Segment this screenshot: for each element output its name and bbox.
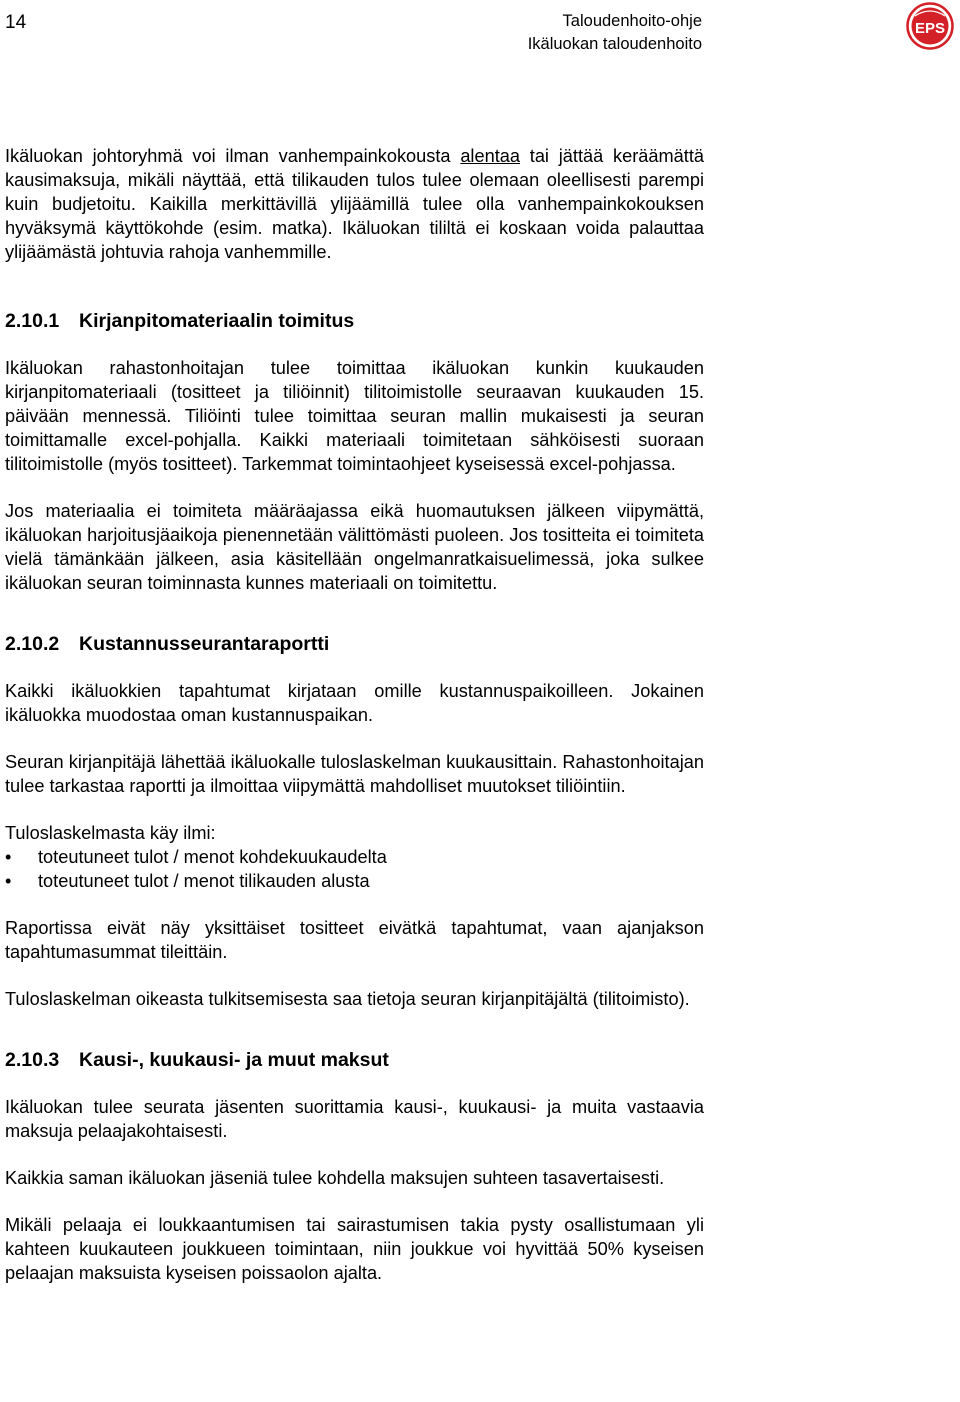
list-item: • toteutuneet tulot / menot tilikauden alusta [5,871,370,891]
paragraph: Seuran kirjanpitäjä lähettää ikäluokalle tuloslaskelman kuukausittain. Rahastonhoitajan tulee tarkastaa raportti ja ilmoittaa viipymättä mahdolliset muutokset tiliöintiin. [5,752,704,796]
paragraph: Jos materiaalia ei toimiteta määräajassa eikä huomautuksen jälkeen viipymättä, ikäluokan harjoitusjäaikoja pienennetään välittömästi puoleen. Jos tositteita ei toimiteta vielä tämänkään jälkeen, asia käsitellään ongelmanratkaisuelimessä, joka sulkee ikäluokan seuran toiminnasta kunnes materiaali on toimitettu. [5,501,704,593]
list-intro: Tuloslaskelmasta käy ilmi: [5,823,216,843]
bullet-list [5,845,704,893]
paragraph: Ikäluokan rahastonhoitajan tulee toimittaa ikäluokan kunkin kuukauden kirjanpitomateriaali (tositteet ja tiliöinnit) tilitoimistolle seuraavan kuukauden 15. päivään mennessä. Tiliöinti tulee toimittaa seuran mallin mukaisesti ja seuran toimittamalle excel-pohjalla. Kaikki materiaali toimitetaan sähköisesti suoraan tilitoimistolle (myös tositteet). Tarkemmat toimintaohjeet kyseisessä excel-pohjassa. [5,358,704,474]
document-title: Taloudenhoito-ohje [562,12,702,30]
paragraph: Mikäli pelaaja ei loukkaantumisen tai sairastumisen takia pysty osallistumaan yli kahteen kuukauteen joukkueen toimintaan, niin joukkue voi hyvittää 50% kyseisen pelaajan maksuista kyseisen poissaolon ajalta. [5,1215,704,1283]
paragraph: Kaikki ikäluokkien tapahtumat kirjataan omille kustannuspaikoilleen. Jokainen ikäluokka muodostaa oman kustannuspaikan. [5,681,704,725]
bullet-icon: • [5,871,12,891]
paragraph: Kaikkia saman ikäluokan jäseniä tulee kohdella maksujen suhteen tasavertaisesti. [5,1168,665,1188]
intro-paragraph: Ikäluokan johtoryhmä voi ilman vanhempainkokousta alentaa tai jättää keräämättä kausimaksuja, mikäli näyttää, että tilikauden tulos tulee olemaan oleellisesti parempi kuin budjetoitu. Kaikilla merkittävillä ylijäämillä tulee olla vanhempainkokouksen hyväksymä käyttökohde (esim. matka). Ikäluokan tililtä ei koskaan voida palauttaa ylijäämästä johtuvia rahoja vanhemmille. [5,146,704,262]
bullet-icon: • [5,847,12,867]
section-heading-2-10-3: 2.10.3 Kausi-, kuukausi- ja muut maksut [5,1049,389,1071]
running-header [528,10,702,56]
page-content [5,144,704,1308]
paragraph: Tuloslaskelman oikeasta tulkitsemisesta saa tietoja seuran kirjanpitäjältä (tilitoimisto). [5,989,690,1009]
page-number: 14 [5,12,27,33]
section-heading-2-10-2: 2.10.2 Kustannusseurantaraportti [5,633,330,655]
paragraph: Ikäluokan tulee seurata jäsenten suorittamia kausi-, kuukausi- ja muita vastaavia maksuja pelaajakohtaisesti. [5,1097,704,1141]
underlined-word: alentaa [460,146,520,166]
section-heading-2-10-1: 2.10.1 Kirjanpitomateriaalin toimitus [5,310,355,332]
club-logo [906,2,954,50]
logo-text: EPS [914,20,946,37]
list-item: • toteutuneet tulot / menot kohdekuukaudelta [5,847,387,867]
document-subtitle: Ikäluokan taloudenhoito [527,35,702,53]
paragraph: Raportissa eivät näy yksittäiset tositteet eivätkä tapahtumat, vaan ajanjakson tapahtumasummat tileittäin. [5,918,704,962]
